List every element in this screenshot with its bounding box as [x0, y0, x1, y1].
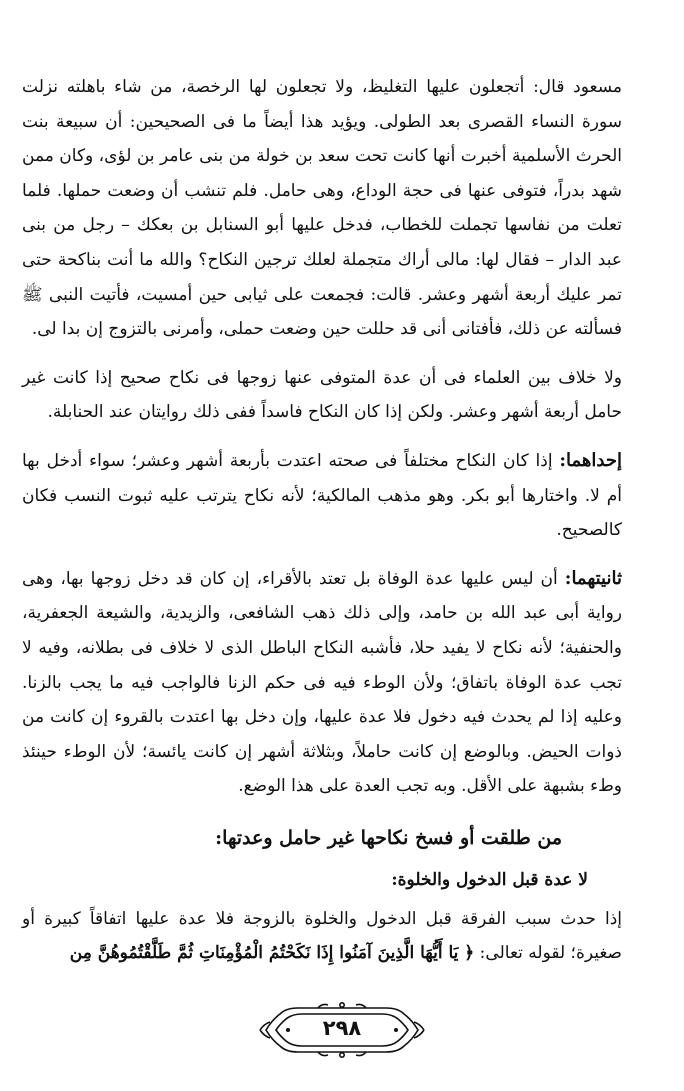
page-number: ٢٩٨	[322, 1016, 362, 1040]
paragraph-text: إذا حدث سبب الفرقة قبل الدخول والخلوة بالزوجة فلا عدة عليها اتفاقاً كبيرة أو صغيرة؛ لقوله تعالى:	[22, 908, 622, 964]
paragraph-first-narration	[22, 444, 622, 548]
paragraph-text: مسعود قال: أتجعلون عليها التغليظ، ولا تجعلون لها الرخصة، من شاء باهلته نزلت سورة النساء القصرى بعد الطولى. ويؤيد هذا أيضاً ما فى الصحيحين: أن سبيعة بنت الحرث الأسلمية أخبرت أنها كانت تحت سعد بن خولة من بنى عامر بن لؤى، وكان ممن شهد بدراً، فتوفى عنها فى حجة الوداع، وهى حامل. فلم تنشب أن وضعت حملها. فلما تعلت من نفاسها تجملت للخطاب، فدخل عليها أبو السنابل بن بعكك – رجل من بنى عبد الدار – فقال لها: مالى أراك متجملة لعلك ترجين النكاح؟ والله ما أنت بناكحة حتى تمر عليك أربعة أشهر وعشر. قالت: فجمعت على ثيابى حين أمسيت، فأتيت النبى ﷺ فسألته عن ذلك، فأفتانى أنى قد حللت حين وضعت حملى، وأمرنى بالتزوج إن بدا لى.	[22, 77, 622, 340]
subsection-heading: لا عدة قبل الدخول والخلوة:	[391, 869, 588, 890]
paragraph-lead: إحداهما:	[559, 449, 622, 471]
paragraph-second-narration	[22, 562, 622, 804]
paragraph-text: ولا خلاف بين العلماء فى أن عدة المتوفى عنها زوجها فى نكاح صحيح إذا كانت غير حامل أربعة أشهر وعشر. ولكن إذا كان النكاح فاسداً ففى ذلك روايتان عند الحنابلة.	[22, 367, 622, 423]
quran-verse: ﴿ يَا أَيُّهَا الَّذِينَ آمَنُوا إِذَا نَكَحْتُمُ الْمُؤْمِنَاتِ ثُمَّ طَلَّقْتُمُوهُنَّ مِن	[69, 943, 475, 964]
paragraph-lead: ثانيتهما:	[564, 567, 622, 589]
paragraph-no-waiting-period	[22, 902, 622, 971]
ornate-frame-icon	[258, 1000, 426, 1060]
section-heading: من طلقت أو فسخ نكاحها غير حامل وعدتها:	[215, 826, 562, 849]
paragraph-consensus	[22, 361, 622, 430]
paragraph-text: إذا كان النكاح مختلفاً فى صحته اعتدت بأربعة أشهر وعشر؛ سواء أدخل بها أم لا. واختارها أبو بكر. وهو مذهب المالكية؛ لأنه نكاح يترتب عليه ثبوت النسب فكان كالصحيح.	[22, 450, 622, 541]
book-text	[22, 70, 622, 971]
paragraph-hadith	[22, 70, 622, 347]
paragraph-text: أن ليس عليها عدة الوفاة بل تعتد بالأقراء، إن كان قد دخل زوجها بها، وهى رواية أبى عبد الله بن حامد، وإلى ذلك ذهب الشافعى، والزيدية، والشيعة الجعفرية، والحنفية؛ لأنه نكاح لا يفيد حلا، فأشبه النكاح الباطل الذى لا خلاف فى بطلانه، وفيه لا تجب عدة الوفاة باتفاق؛ ولأن الوطء فيه فى حكم الزنا فالواجب فيه ما يجب بالزنا. وعليه إذا لم يحدث فيه دخول فلا عدة عليها، وإن دخل بها اعتدت بالقروء إن كانت من ذوات الحيض. وبالوضع إن كانت حاملاً، وبثلاثة أشهر إن كانت يائسة؛ لأن الوطء حينئذ وطء بشبهة على الأقل. وبه تجب العدة على هذا الوضع.	[22, 568, 622, 797]
page-footer	[0, 1000, 684, 1060]
